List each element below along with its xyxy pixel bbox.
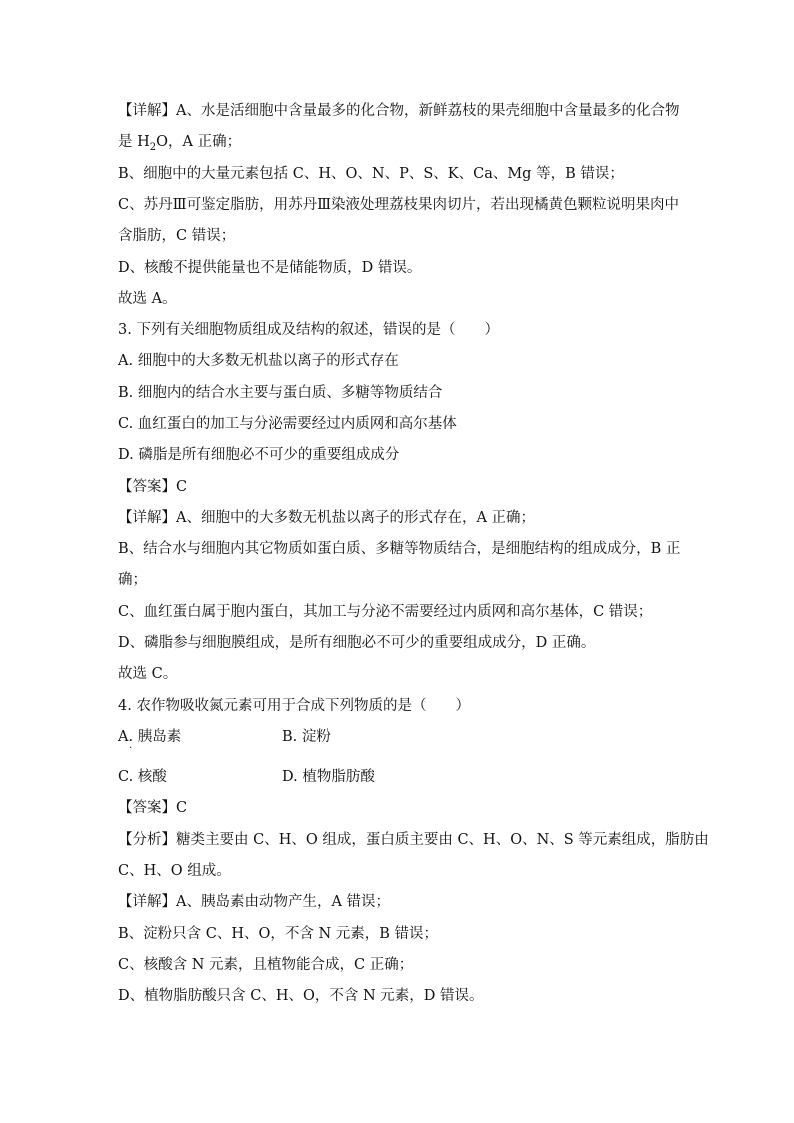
q3-detail-d: D、磷脂参与细胞膜组成，是所有细胞必不可少的重要组成成分，D 正确。 (118, 635, 596, 651)
q3-detail-a: 【详解】A、细胞中的大多数无机盐以离子的形式存在，A 正确； (118, 510, 536, 526)
q2-detail-c-line1: C、苏丹Ⅲ可鉴定脂肪，用苏丹Ⅲ染液处理荔枝果肉切片，若出现橘黄色颗粒说明果肉中 (118, 197, 680, 213)
q2-conclusion: 故选 A。 (118, 291, 177, 307)
q4-option-a: A. 胰岛素 (118, 729, 182, 745)
q2-detail-a-post: O，A 正确； (156, 134, 242, 150)
q4-detail-a: 【详解】A、胰岛素由动物产生，A 错误； (118, 894, 391, 910)
q2-detail-a-line1: 【详解】A、水是活细胞中含量最多的化合物，新鲜荔枝的果壳细胞中含量最多的化合物 (118, 103, 680, 119)
q3-conclusion: 故选 C。 (118, 666, 178, 682)
q2-detail-b: B、细胞中的大量元素包括 C、H、O、N、P、S、K、Ca、Mg 等，B 错误； (118, 166, 624, 182)
q3-detail-c: C、血红蛋白属于胞内蛋白，其加工与分泌不需要经过内质网和高尔基体，C 错误； (118, 604, 653, 620)
q4-detail-b: B、淀粉只含 C、H、O，不含 N 元素，B 错误； (118, 926, 439, 942)
q4-option-d: D. 植物脂肪酸 (282, 769, 375, 785)
q4-analysis-line2: C、H、O 组成。 (118, 863, 231, 879)
q2-detail-c-line2: 含脂肪，C 错误； (118, 228, 236, 244)
q3-option-a: A. 细胞中的大多数无机盐以离子的形式存在 (118, 353, 399, 369)
q3-detail-b-line2: 确； (118, 572, 147, 588)
scan-mark: · (129, 743, 133, 754)
q3-answer: 【答案】C (118, 479, 188, 495)
q3-detail-b-line1: B、结合水与细胞内其它物质如蛋白质、多糖等物质结合，是细胞结构的组成成分，B 正 (118, 541, 681, 557)
q3-option-b: B. 细胞内的结合水主要与蛋白质、多糖等物质结合 (118, 385, 443, 401)
q2-detail-d: D、核酸不提供能量也不是储能物质，D 错误。 (118, 260, 422, 276)
q2-detail-a-line2 (118, 132, 241, 158)
q4-answer: 【答案】C (118, 800, 188, 816)
q4-detail-d: D、植物脂肪酸只含 C、H、O，不含 N 元素，D 错误。 (118, 988, 484, 1004)
q4-analysis-line1: 【分析】糖类主要由 C、H、O 组成，蛋白质主要由 C、H、O、N、S 等元素组成，脂肪由 (118, 832, 709, 848)
q4-option-b: B. 淀粉 (282, 729, 331, 745)
q2-detail-a-pre: 是 H (118, 134, 150, 150)
q4-stem: 4. 农作物吸收氮元素可用于合成下列物质的是（ ） (118, 698, 470, 714)
q3-option-c: C. 血红蛋白的加工与分泌需要经过内质网和高尔基体 (118, 416, 457, 432)
q3-stem: 3. 下列有关细胞物质组成及结构的叙述，错误的是（ ） (118, 322, 499, 338)
q4-detail-c: C、核酸含 N 元素，且植物能合成，C 正确； (118, 957, 414, 973)
q3-option-d: D. 磷脂是所有细胞必不可少的重要组成成分 (118, 447, 400, 463)
q2-detail-a-subscript: 2 (149, 141, 157, 153)
q4-option-c: C. 核酸 (118, 769, 167, 785)
